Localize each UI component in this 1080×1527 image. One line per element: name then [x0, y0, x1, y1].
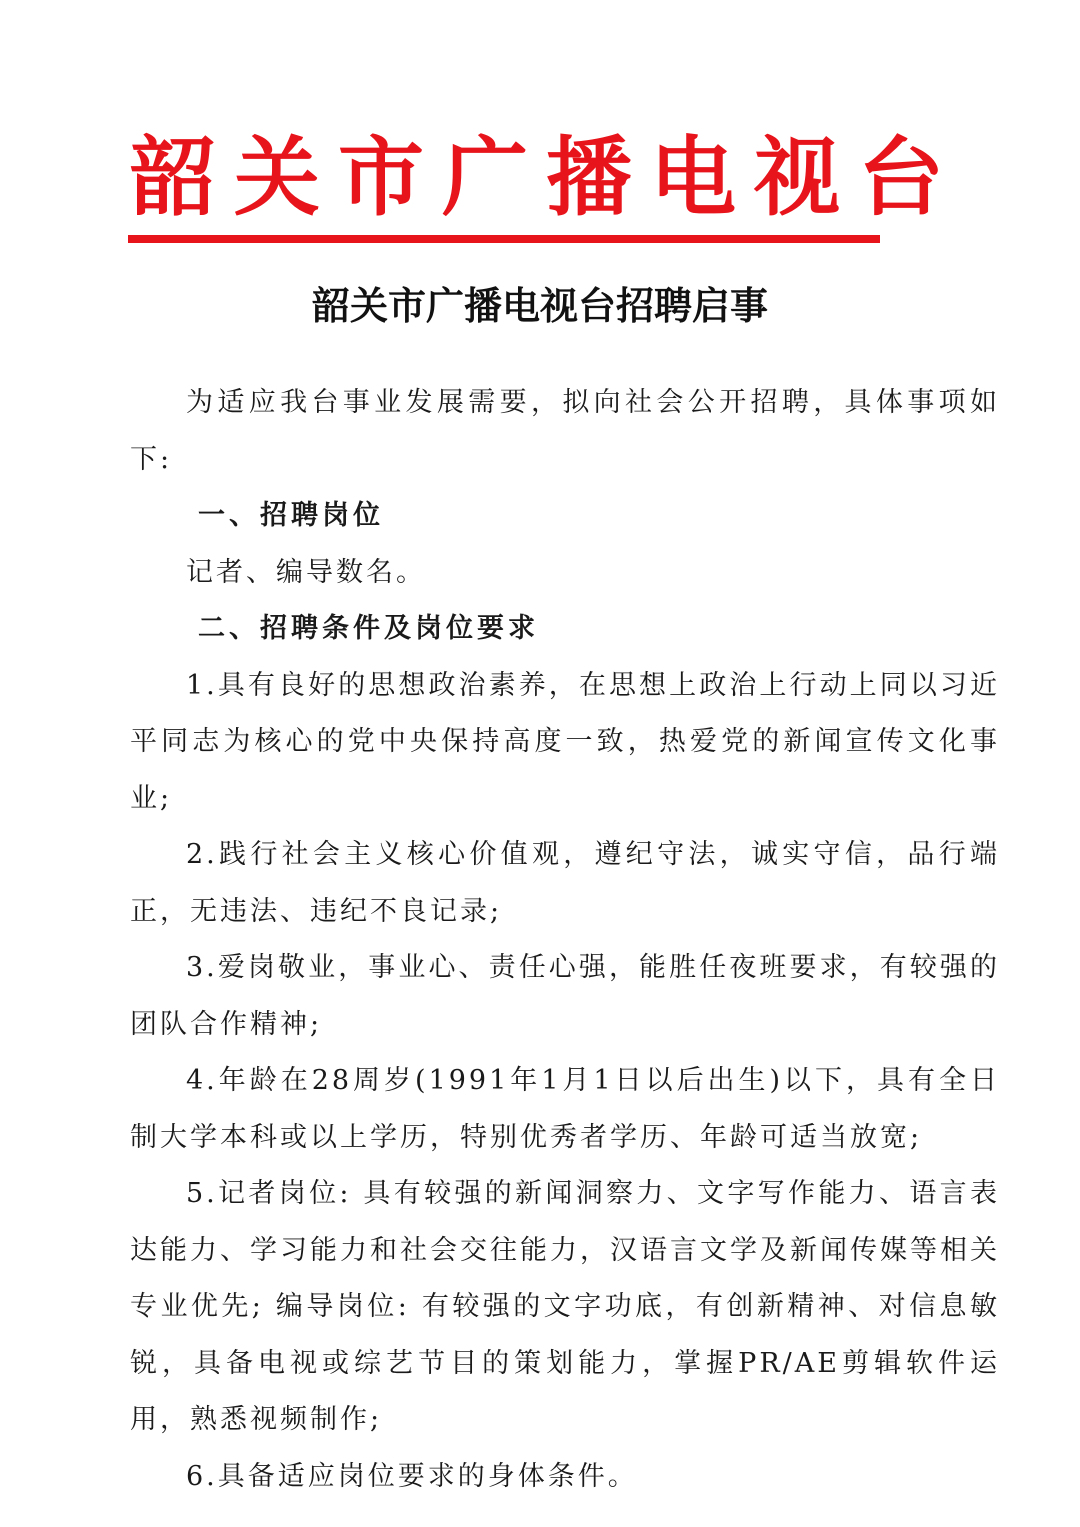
section-heading-positions: 一、招聘岗位	[198, 500, 384, 531]
masthead-org-name: 韶关市广播电视台	[130, 128, 962, 228]
requirement-item-5: 5.记者岗位: 具有较强的新闻洞察力、文字写作能力、语言表达能力、学习能力和社会交往能力，汉语言文学及新闻传媒等相关专业优先; 编导岗位: 有较强的文字功底，有创新精神、对信息敏锐，具备电视或综艺节目的策划能力，掌握PR/AE剪辑软件运用，熟悉视频制作;	[130, 1178, 1000, 1435]
masthead-red-rule	[128, 235, 880, 243]
requirement-item-3: 3.爱岗敬业，事业心、责任心强，能胜任夜班要求，有较强的团队合作精神;	[130, 952, 1000, 1040]
section-heading-requirements: 二、招聘条件及岗位要求	[198, 613, 539, 644]
requirement-item-6: 6.具备适应岗位要求的身体条件。	[186, 1460, 638, 1492]
document-body	[130, 375, 1000, 1505]
requirement-item-1: 1.具有良好的思想政治素养，在思想上政治上行动上同以习近平同志为核心的党中央保持高度一致，热爱党的新闻宣传文化事业;	[130, 669, 1000, 814]
requirement-item-2: 2.践行社会主义核心价值观，遵纪守法，诚实守信，品行端正，无违法、违纪不良记录;	[130, 839, 1000, 927]
document-title: 韶关市广播电视台招聘启事	[311, 284, 768, 328]
positions-paragraph: 记者、编导数名。	[186, 556, 426, 588]
requirement-item-4: 4.年龄在28周岁(1991年1月1日以后出生)以下，具有全日制大学本科或以上学历，特别优秀者学历、年龄可适当放宽;	[130, 1065, 1000, 1153]
intro-paragraph: 为适应我台事业发展需要，拟向社会公开招聘，具体事项如下:	[130, 387, 1000, 475]
